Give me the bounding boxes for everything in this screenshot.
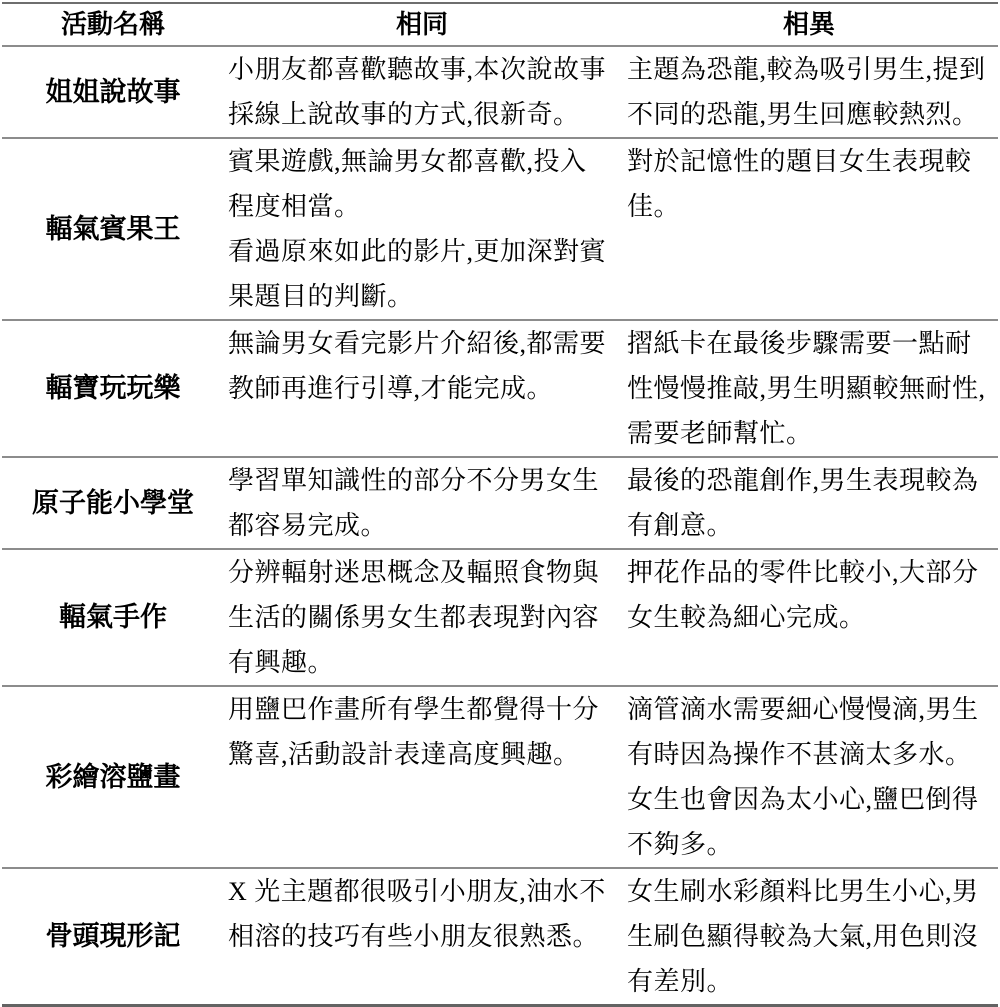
- activity-name-cell: 輻氣手作: [2, 549, 224, 686]
- table-row: [2, 457, 998, 549]
- same-observations-cell: [224, 138, 620, 320]
- table-row: [2, 868, 998, 1006]
- cell-paragraph: 滴管滴水需要細心慢慢滴,男生有時因為操作不甚滴太多水。女生也會因為太小心,鹽巴倒得不夠多。: [627, 695, 979, 859]
- same-observations-cell: [224, 457, 620, 549]
- cell-paragraph: 對於記憶性的題目女生表現較佳。: [627, 147, 972, 221]
- cell-paragraph: 看過原來如此的影片,更加深對賓果題目的判斷。: [228, 237, 607, 311]
- different-observations-cell: [620, 320, 998, 457]
- same-observations-cell: [224, 549, 620, 686]
- table-body: [2, 46, 998, 1006]
- different-observations-cell: [620, 549, 998, 686]
- column-header-activity-name: 活動名稱: [2, 3, 224, 46]
- cell-paragraph: 用鹽巴作畫所有學生都覺得十分驚喜,活動設計表達高度興趣。: [228, 695, 600, 769]
- activity-comparison-table: [2, 2, 998, 1007]
- different-observations-cell: [620, 46, 998, 138]
- activity-name-cell: 彩繪溶鹽畫: [2, 686, 224, 868]
- cell-paragraph: 賓果遊戲,無論男女都喜歡,投入程度相當。: [228, 147, 587, 221]
- different-observations-cell: [620, 138, 998, 320]
- cell-paragraph: 女生刷水彩顏料比男生小心,男生刷色顯得較為大氣,用色則沒有差別。: [627, 877, 979, 996]
- activity-name-cell: 骨頭現形記: [2, 868, 224, 1006]
- activity-name-cell: 輻寶玩玩樂: [2, 320, 224, 457]
- same-observations-cell: [224, 686, 620, 868]
- activity-name-cell: 輻氣賓果王: [2, 138, 224, 320]
- same-observations-cell: [224, 868, 620, 1006]
- different-observations-cell: [620, 457, 998, 549]
- same-observations-cell: [224, 46, 620, 138]
- cell-paragraph: 主題為恐龍,較為吸引男生,提到不同的恐龍,男生回應較熱烈。: [627, 55, 986, 129]
- activity-name-cell: 原子能小學堂: [2, 457, 224, 549]
- cell-paragraph: 無論男女看完影片介紹後,都需要教師再進行引導,才能完成。: [228, 329, 607, 403]
- table-row: [2, 320, 998, 457]
- column-header-different: 相異: [620, 3, 998, 46]
- cell-paragraph: X 光主題都很吸引小朋友,油水不相溶的技巧有些小朋友很熟悉。: [228, 877, 606, 951]
- table-row: [2, 138, 998, 320]
- cell-paragraph: 分辨輻射迷思概念及輻照食物與生活的關係男女生都表現對內容有興趣。: [228, 558, 600, 677]
- header-row: [2, 3, 998, 46]
- table-row: [2, 686, 998, 868]
- cell-paragraph: 押花作品的零件比較小,大部分女生較為細心完成。: [627, 558, 979, 632]
- different-observations-cell: [620, 686, 998, 868]
- cell-paragraph: 最後的恐龍創作,男生表現較為有創意。: [627, 466, 979, 540]
- table-row: [2, 46, 998, 138]
- activity-name-cell: 姐姐說故事: [2, 46, 224, 138]
- same-observations-cell: [224, 320, 620, 457]
- cell-paragraph: 小朋友都喜歡聽故事,本次說故事採線上說故事的方式,很新奇。: [228, 55, 607, 129]
- different-observations-cell: [620, 868, 998, 1006]
- cell-paragraph: 學習單知識性的部分不分男女生都容易完成。: [228, 466, 600, 540]
- column-header-same: 相同: [224, 3, 620, 46]
- table-row: [2, 549, 998, 686]
- cell-paragraph: 摺紙卡在最後步驟需要一點耐性慢慢推敲,男生明顯較無耐性,需要老師幫忙。: [627, 329, 986, 448]
